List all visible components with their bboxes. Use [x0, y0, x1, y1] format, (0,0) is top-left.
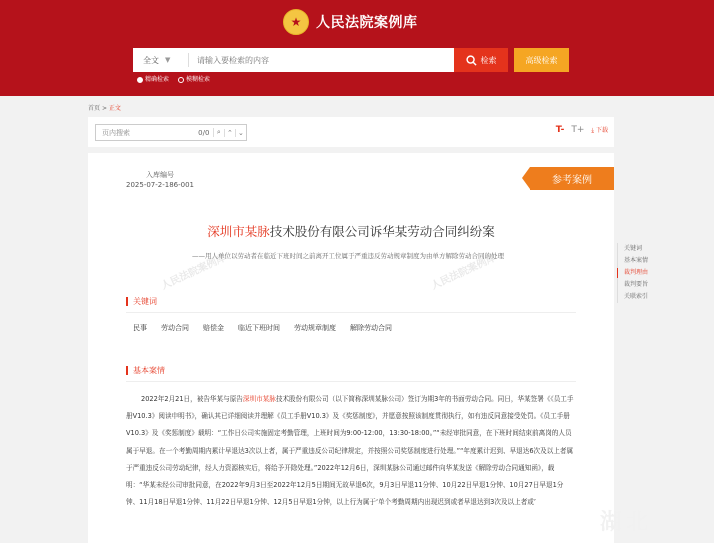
- watermark: 人民法院案例库: [159, 252, 228, 293]
- search-scope-select[interactable]: [133, 55, 188, 66]
- entry-label: 入库编号: [146, 171, 174, 179]
- breadcrumb: [88, 103, 121, 112]
- court-emblem-icon: ★: [283, 9, 309, 35]
- download-icon: ⤓: [591, 127, 595, 134]
- keyword: 临近下班时间: [238, 324, 280, 332]
- section-facts-title: 基本案情: [133, 366, 165, 375]
- facts-text: 技术股份有限公司（以下简称深圳某脉公司）签订为期3年的书面劳动合同。同日，华某签署《《员工手册V10.3》阅读申明书》，确认其已详细阅读并理解《员工手册V10.3》及《奖惩制度》，并愿意按照该制度贯彻执行，如有违反同意接受处罚。《员工手册V10.3》及《奖惩制度》载明：“工作日公司实施固定考勤管理，上班时间为9:00-12:00，13:30-18:00。”“未经审批同意，在下班时间结束前离岗的人员属于早退。在一个考勤周期内累计早退达3次以上者，属于严重违反公司纪律规定，并按照公司奖惩制度进行处理。”“年度累计迟到、早退达6次及以上者属于严重违反公司劳动纪律，经人力资源核实后，将给予开除处理。”2022年12月6日，深圳某脉公司通过邮件向华某发送《解除劳动合同通知函》，载明：“华某未经公司审批同意，在2022年9月3日至2022年12月5日期间无故早退6次，9月3日早退11分钟、10月22日早退1分钟、10月27日早退1分钟、11月18日早退1分钟、11月22日早退1分钟、12月5日早退1分钟，以上行为属于‘单个考勤周期内出现迟到或者早退达到3次及以上者或’: [126, 395, 574, 507]
- chevron-down-icon: ▼: [165, 56, 171, 64]
- facts-text: 2022年2月21日，被告华某与原告: [141, 395, 243, 403]
- case-content: [88, 153, 614, 543]
- keyword: 劳动规章制度: [294, 324, 336, 332]
- site-header: [0, 0, 714, 96]
- reference-case-badge: 参考案例: [530, 167, 614, 190]
- divider: [188, 53, 189, 67]
- keyword: 民事: [133, 324, 147, 332]
- option-fuzzy[interactable]: [178, 74, 210, 83]
- case-title: [88, 222, 614, 240]
- breadcrumb-home[interactable]: 首页: [88, 105, 101, 112]
- case-title-highlight: 深圳市某脉: [207, 224, 270, 239]
- section-marker: [126, 297, 128, 306]
- in-page-search[interactable]: [95, 124, 247, 141]
- search-icon[interactable]: ⌕: [213, 128, 224, 137]
- font-decrease-button[interactable]: T-: [555, 125, 565, 135]
- site-logo[interactable]: [283, 9, 418, 35]
- section-facts-heading: [126, 365, 576, 382]
- radio-icon: [178, 77, 184, 83]
- watermark: 人民法院案例库: [429, 252, 498, 293]
- option-fuzzy-label: 模糊检索: [186, 76, 211, 83]
- in-page-search-input[interactable]: 页内搜索: [102, 128, 130, 137]
- keyword: 劳动合同: [161, 324, 189, 332]
- section-marker: [126, 366, 128, 375]
- nav-item-index[interactable]: 关联索引: [624, 293, 649, 300]
- reader-toolbar: [88, 117, 614, 147]
- case-subtitle: ——用人单位以劳动者在临近下班时间之前离开工位属于严重违反劳动规章制度为由单方解除劳动合同的处理: [192, 252, 504, 260]
- section-keywords-title: 关键词: [133, 297, 157, 306]
- chevron-down-icon[interactable]: ⌄: [235, 129, 246, 137]
- advanced-search-button[interactable]: 高级检索: [514, 48, 569, 72]
- breadcrumb-separator: >: [101, 105, 107, 112]
- site-name: 人民法院案例库: [316, 15, 418, 31]
- match-count: 0/0: [198, 128, 210, 137]
- reader-tools: [556, 125, 608, 135]
- nav-item-holding[interactable]: 裁判要旨: [624, 281, 649, 288]
- search-button-label: 检索: [480, 55, 497, 65]
- chevron-up-icon[interactable]: ⌃: [224, 129, 235, 137]
- breadcrumb-current: 正文: [108, 105, 121, 112]
- search-button[interactable]: [454, 48, 508, 72]
- option-exact[interactable]: [137, 74, 169, 83]
- nav-item-facts[interactable]: 基本案情: [624, 257, 649, 264]
- radio-selected-icon: [137, 77, 143, 83]
- facts-highlight: 深圳市某脉: [242, 395, 276, 403]
- search-options: [137, 74, 210, 83]
- option-exact-label: 精确检索: [145, 76, 170, 83]
- entry-number: 2025-07-2-186-001: [126, 181, 195, 189]
- case-title-rest: 技术股份有限公司诉华某劳动合同纠纷案: [269, 224, 495, 239]
- facts-paragraph: [126, 391, 576, 511]
- search-icon: [466, 55, 477, 66]
- font-increase-button[interactable]: T+: [571, 125, 585, 135]
- download-label: 下载: [595, 127, 608, 134]
- section-nav: [617, 243, 648, 303]
- search-input[interactable]: [195, 55, 449, 66]
- section-keywords-heading: [126, 296, 576, 313]
- nav-item-keywords[interactable]: 关键词: [624, 245, 643, 252]
- keyword: 解除劳动合同: [350, 324, 392, 332]
- search-scope-value: 全文: [143, 55, 159, 65]
- entry-meta: [126, 170, 194, 190]
- search-bar: [133, 48, 454, 72]
- keyword: 赔偿金: [203, 324, 224, 332]
- download-button[interactable]: [591, 125, 608, 135]
- keyword-list: [133, 323, 392, 333]
- nav-item-reasoning[interactable]: 裁判理由: [624, 267, 648, 279]
- corner-watermark: 湖北: [600, 510, 653, 535]
